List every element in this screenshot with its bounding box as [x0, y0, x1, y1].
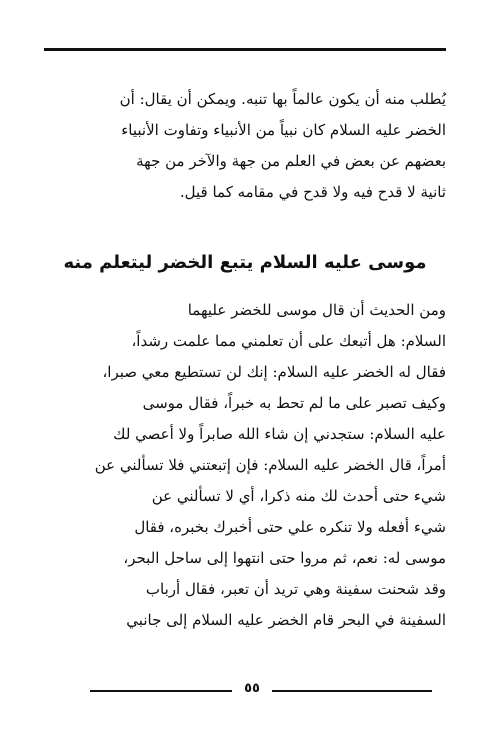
- paragraph-line: بعضهم عن بعض في العلم من جهة والآخر من جهة: [136, 152, 446, 170]
- top-rule: [44, 48, 446, 51]
- paragraph-line: ثانية لا قدح فيه ولا قدح في مقامه كما قيل.: [179, 183, 446, 201]
- footer-rule-left: [90, 690, 232, 692]
- paragraph-line: وكيف تصبر على ما لم تحط به خبراً، فقال موسى: [142, 394, 446, 412]
- paragraph-line: السلام: هل أتبعك على أن تعلمني مما علمت رشداً،: [131, 332, 446, 350]
- paragraph-line: ومن الحديث أن قال موسى للخضر عليهما: [187, 301, 446, 319]
- paragraph-line: يُطلب منه أن يكون عالماً بها تنبه. ويمكن أن يقال: أن: [119, 90, 446, 108]
- paragraph-line: أمراً، قال الخضر عليه السلام: فإن إتبعتني فلا تسألني عن: [94, 456, 446, 474]
- paragraph-line: الخضر عليه السلام كان نبياً من الأنبياء وتفاوت الأنبياء: [121, 121, 446, 139]
- paragraph-line: عليه السلام: ستجدني إن شاء الله صابراً ولا أعصي لك: [113, 425, 446, 443]
- paragraph-line: شيء أفعله ولا تنكره علي حتى أخبرك بخبره، فقال: [134, 518, 446, 536]
- paragraph-line: السفينة في البحر قام الخضر عليه السلام إلى جانبي: [126, 611, 446, 629]
- paragraph-line: وقد شحنت سفينة وهي تريد أن تعبر، فقال أرباب: [145, 580, 446, 598]
- footer-rule-right: [272, 690, 432, 692]
- paragraph-line: فقال له الخضر عليه السلام: إنك لن تستطيع معي صبرا،: [102, 363, 446, 381]
- paragraph-2: [44, 295, 446, 636]
- section-heading: موسى عليه السلام يتبع الخضر ليتعلم منه: [63, 252, 427, 273]
- paragraph-line: شيء حتى أحدث لك منه ذكرا، أي لا تسألني عن: [151, 487, 446, 505]
- paragraph-1: [44, 84, 446, 208]
- page-number: ٥٥: [244, 681, 260, 696]
- paragraph-line: موسى له: نعم، ثم مروا حتى انتهوا إلى ساحل البحر،: [123, 549, 446, 567]
